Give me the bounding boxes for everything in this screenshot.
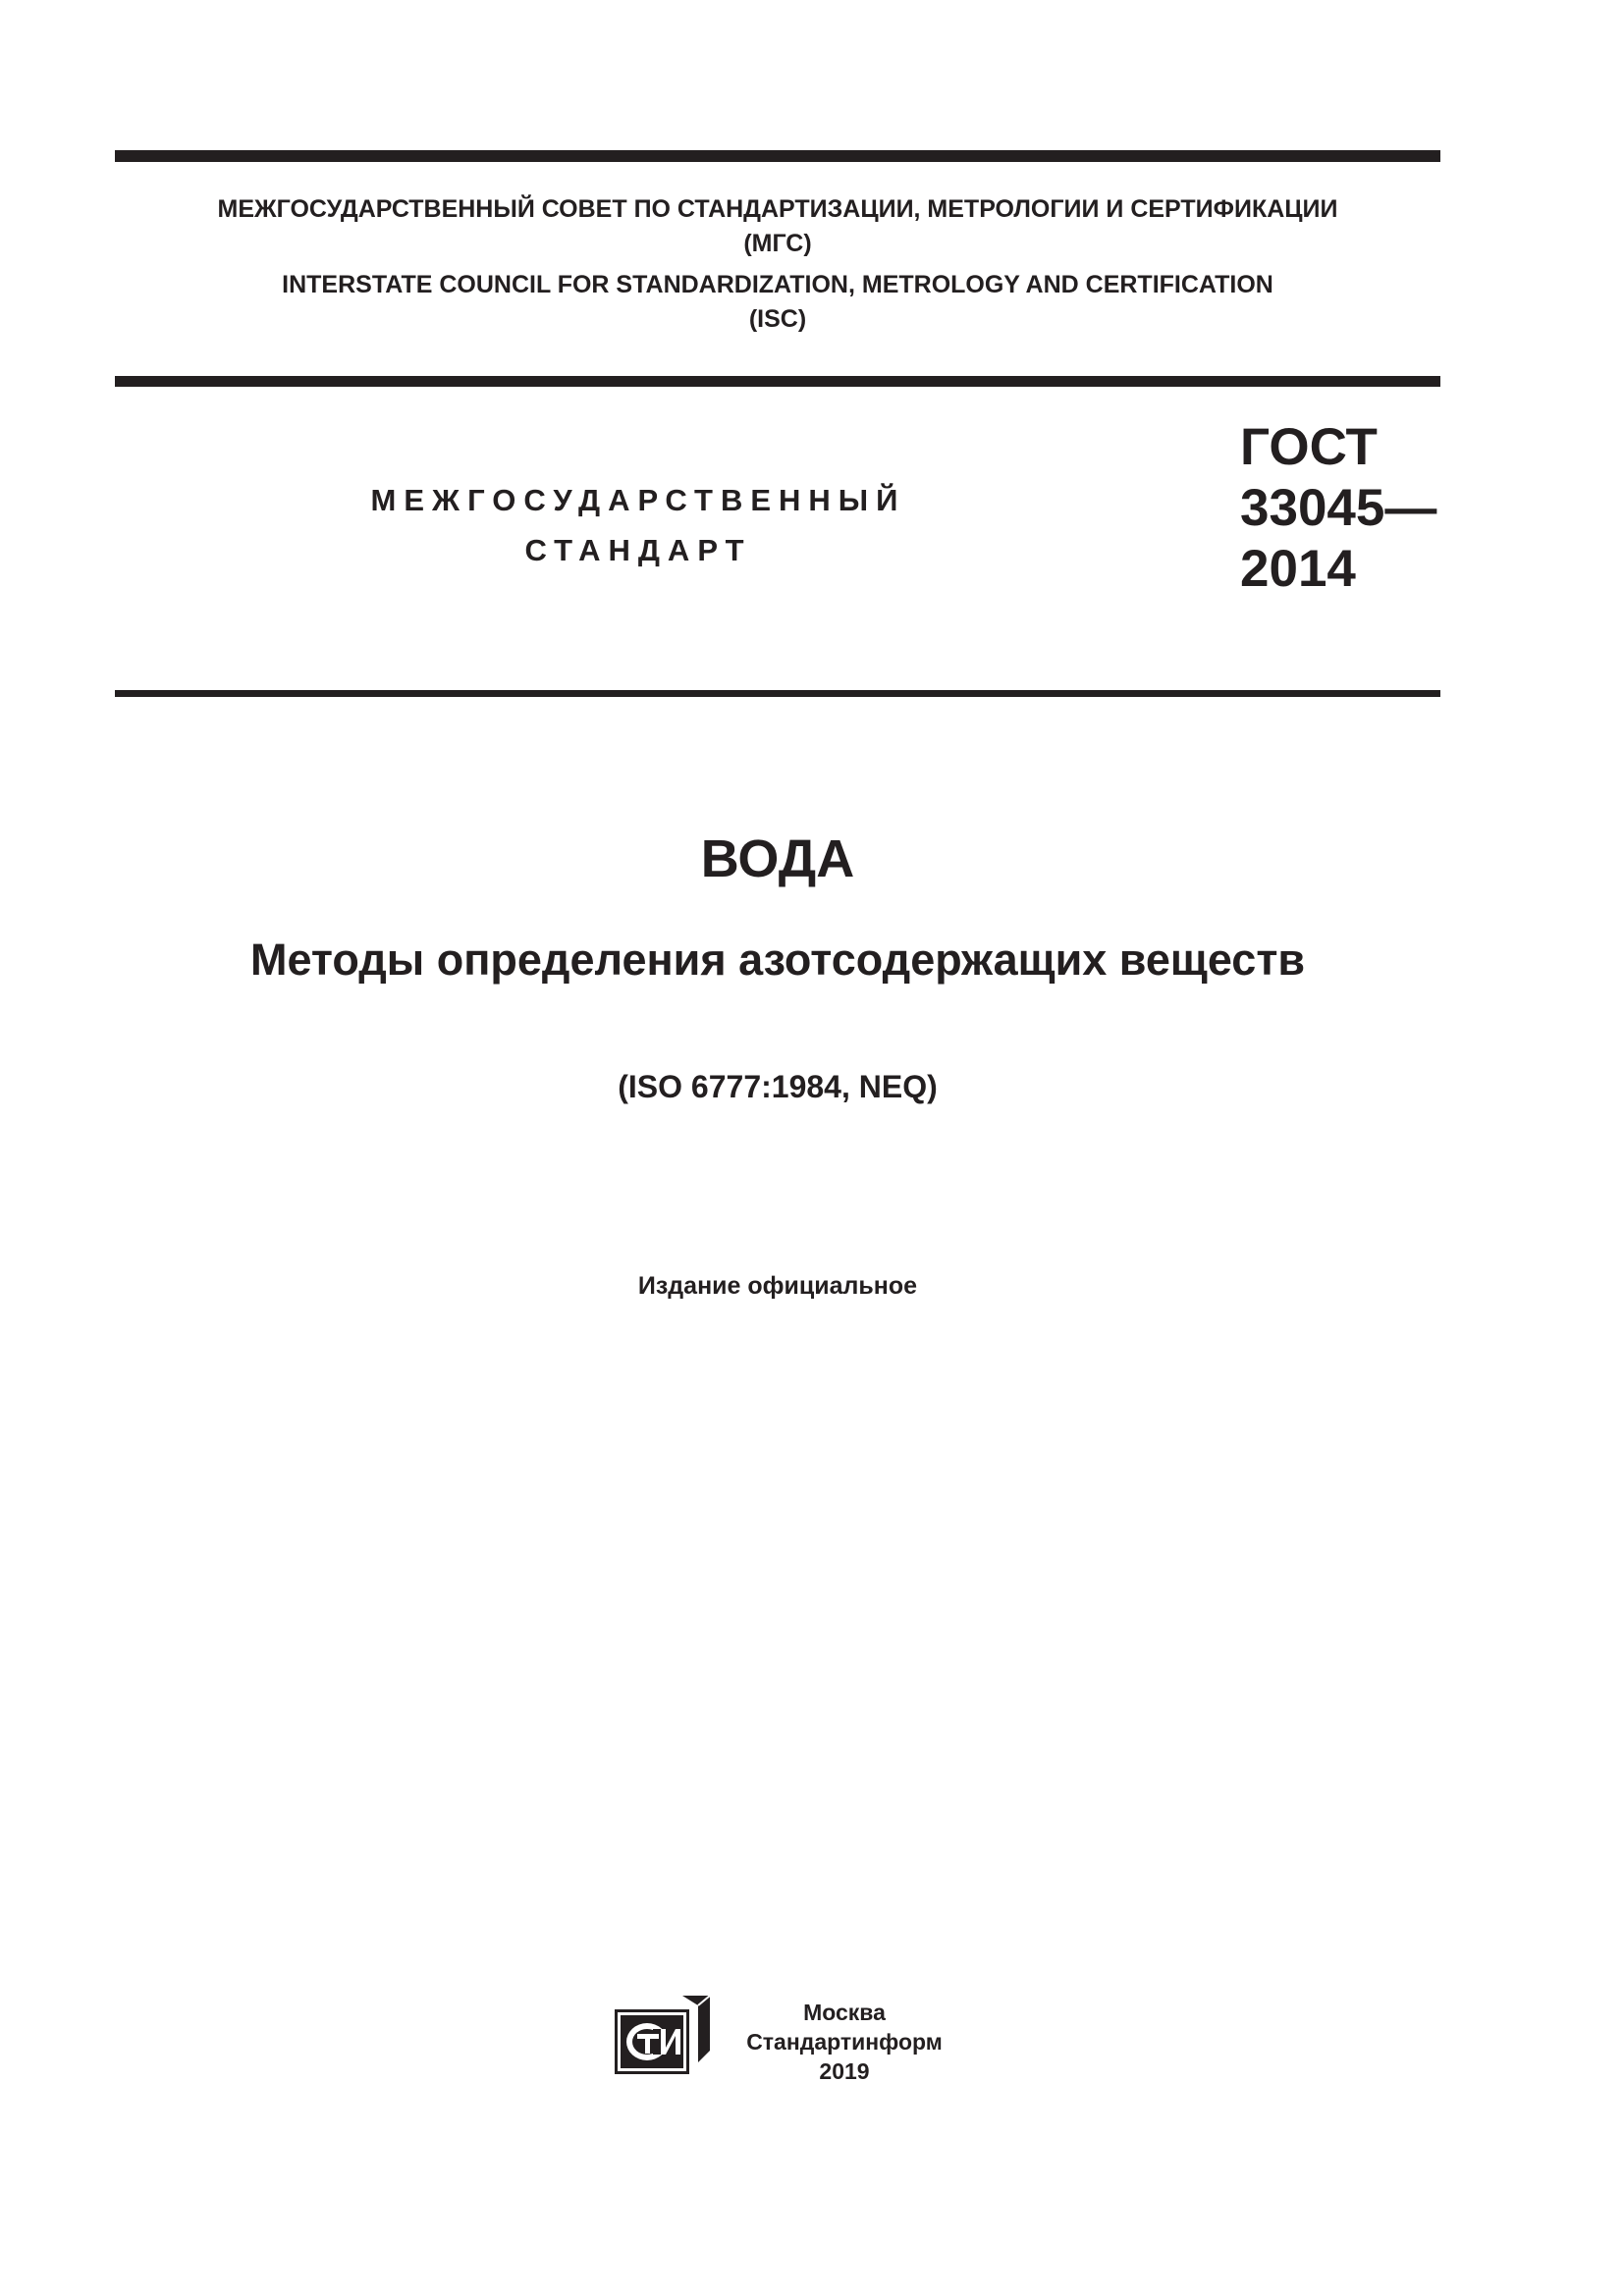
publisher-block xyxy=(727,1998,962,2086)
document-title: ВОДА xyxy=(700,829,855,888)
standard-kind-line2: СТАНДАРТ xyxy=(524,533,752,567)
council-ru-name: МЕЖГОСУДАРСТВЕННЫЙ СОВЕТ ПО СТАНДАРТИЗАЦИИ, МЕТРОЛОГИИ И СЕРТИФИКАЦИИ xyxy=(217,195,1338,223)
standard-code: ГОСТ xyxy=(1240,418,1378,476)
publisher-year: 2019 xyxy=(819,2058,870,2084)
standard-number: 33045— xyxy=(1240,479,1437,537)
standard-designation xyxy=(1240,417,1436,600)
middle-rule xyxy=(115,376,1440,387)
top-rule xyxy=(115,150,1440,162)
council-header xyxy=(115,192,1440,337)
document-subtitle: Методы определения азотсодержащих веществ xyxy=(249,934,1306,985)
iso-reference: (ISO 6777:1984, NEQ) xyxy=(618,1069,938,1104)
council-en-name: INTERSTATE COUNCIL FOR STANDARDIZATION, METROLOGY AND CERTIFICATION xyxy=(282,271,1273,298)
standard-kind xyxy=(324,475,952,575)
standartinform-logo-icon xyxy=(614,1992,712,2075)
council-ru-abbr: (МГС) xyxy=(743,230,812,257)
standard-kind-line1: МЕЖГОСУДАРСТВЕННЫЙ xyxy=(370,483,906,517)
publisher-name: Стандартинформ xyxy=(746,2029,943,2055)
standard-year: 2014 xyxy=(1240,540,1356,598)
bottom-rule xyxy=(115,690,1440,697)
edition-note: Издание официальное xyxy=(637,1272,918,1300)
council-en-abbr: (ISC) xyxy=(748,305,807,333)
publisher-city: Москва xyxy=(803,2000,886,2025)
